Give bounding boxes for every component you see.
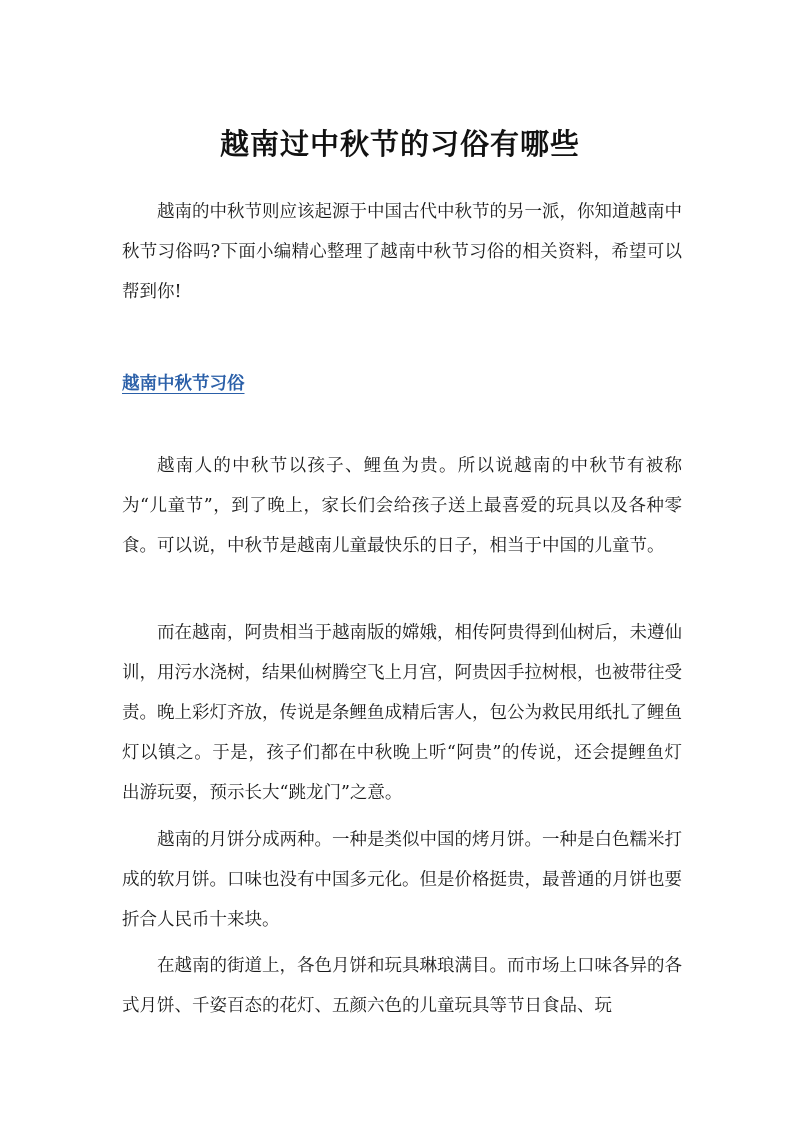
- section-heading-link[interactable]: 越南中秋节习俗: [122, 374, 245, 394]
- body-paragraph: 在越南的街道上，各色月饼和玩具琳琅满目。而市场上口味各异的各式月饼、千姿百态的花灯、五颜六色的儿童玩具等节日食品、玩: [122, 956, 682, 1016]
- intro-paragraph: 越南的中秋节则应该起源于中国古代中秋节的另一派，你知道越南中秋节习俗吗?下面小编精心整理了越南中秋节习俗的相关资料，希望可以帮到你!: [122, 202, 682, 302]
- body-paragraph: 越南的月饼分成两种。一种是类似中国的烤月饼。一种是白色糯米打成的软月饼。口味也没有中国多元化。但是价格挺贵，最普通的月饼也要折合人民币十来块。: [122, 830, 682, 930]
- document-title: 越南过中秋节的习俗有哪些: [219, 127, 580, 161]
- body-paragraph: 越南人的中秋节以孩子、鲤鱼为贵。所以说越南的中秋节有被称为“儿童节”，到了晚上，家长们会给孩子送上最喜爱的玩具以及各种零食。可以说，中秋节是越南儿童最快乐的日子，相当于中国的儿童节。: [122, 456, 682, 556]
- body-paragraph: 而在越南，阿贵相当于越南版的嫦娥，相传阿贵得到仙树后，未遵仙训，用污水浇树，结果仙树腾空飞上月宫，阿贵因手拉树根，也被带往受责。晚上彩灯齐放，传说是条鲤鱼成精后害人，包公为救民用纸扎了鲤鱼灯以镇之。于是，孩子们都在中秋晚上听“阿贵”的传说，还会提鲤鱼灯出游玩耍，预示长大“跳龙门”之意。: [122, 623, 682, 803]
